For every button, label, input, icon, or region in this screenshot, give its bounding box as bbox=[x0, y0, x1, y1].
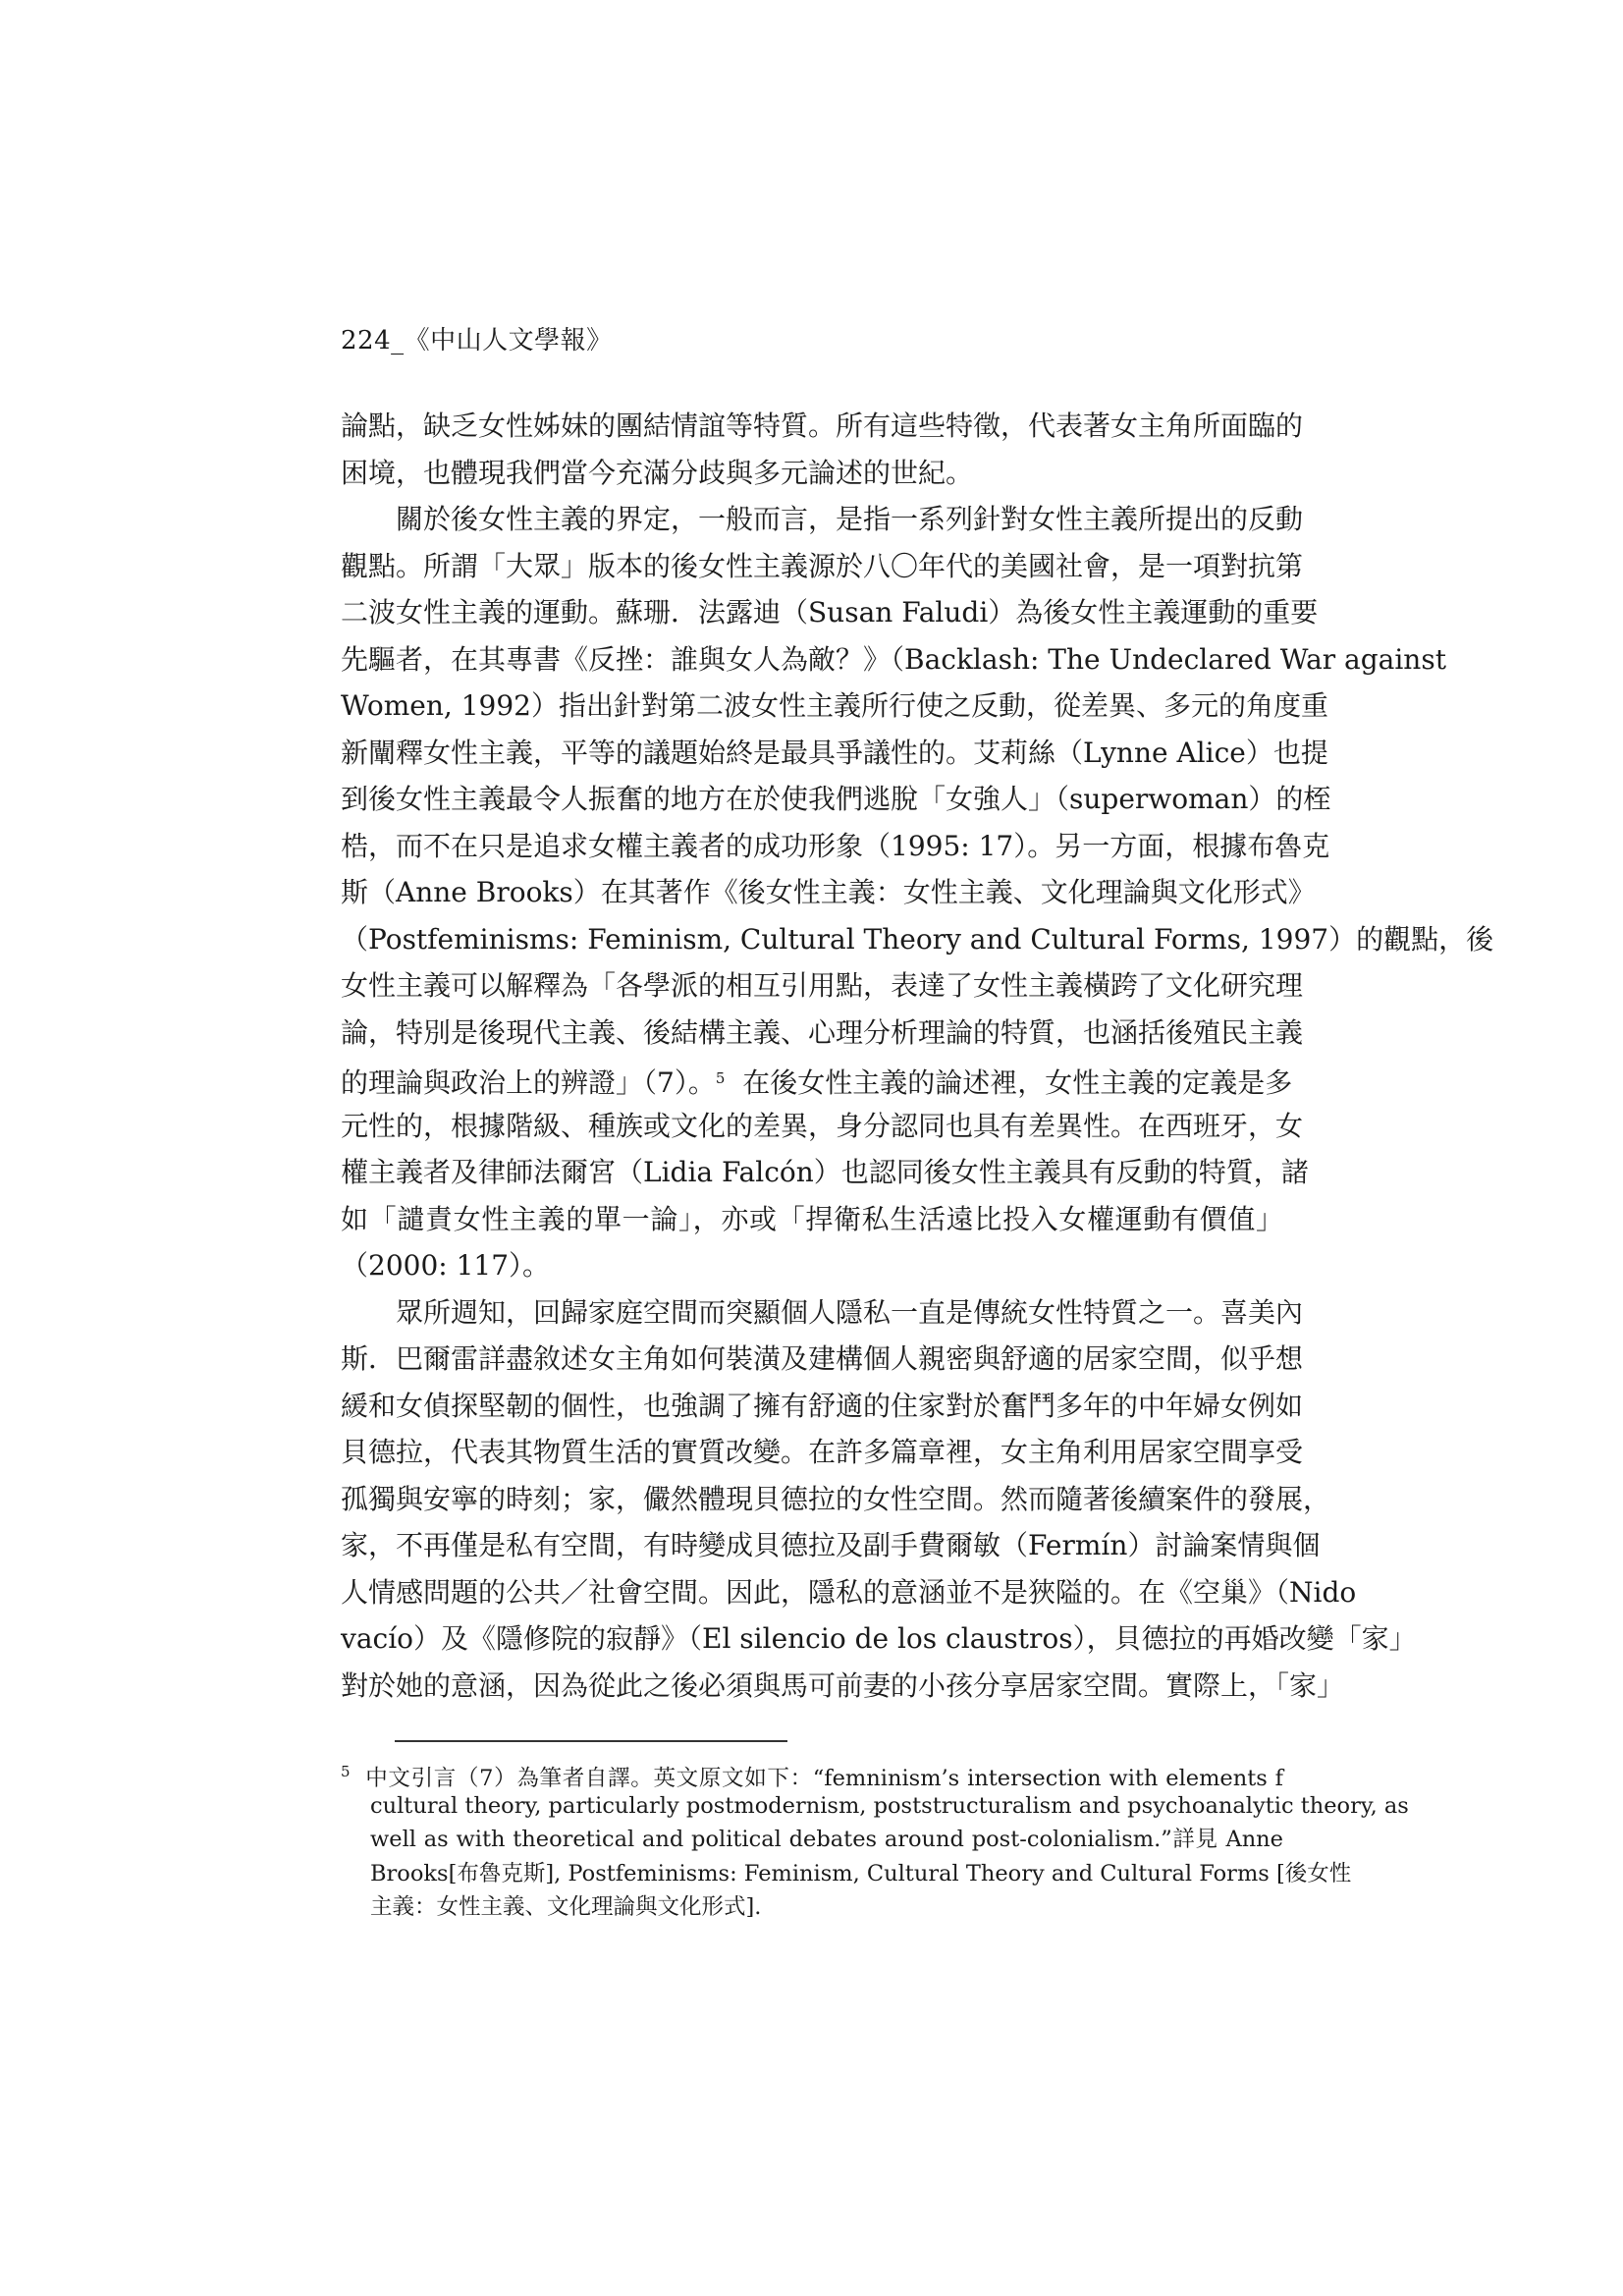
text-line bbox=[341, 1056, 1293, 1103]
text-line: 眾所週知，回歸家庭空間而突顯個人隱私一直是傳統女性特質之一。喜美內 bbox=[396, 1295, 1304, 1329]
text-segment: 的理論與政治上的辨證」（7）。 bbox=[341, 1066, 716, 1099]
text-line: （2000: 117）。 bbox=[341, 1249, 551, 1282]
text-line: vacío）及《隱修院的寂靜》（El silencio de los claustros），貝德拉的再婚改變「家」 bbox=[341, 1622, 1417, 1655]
text-line: 新闡釋女性主義，平等的議題始終是最具爭議性的。艾莉絲（Lynne Alice）也提 bbox=[341, 736, 1328, 769]
footnote-line bbox=[341, 1755, 1283, 1789]
text-segment: 在後女性主義的論述裡，女性主義的定義是多 bbox=[742, 1066, 1293, 1099]
text-line: 女性主義可以解釋為「各學派的相互引用點，表達了女性主義橫跨了文化研究理 bbox=[341, 969, 1304, 1002]
text-line: 貝德拉，代表其物質生活的實質改變。在許多篇章裡，女主角利用居家空間享受 bbox=[341, 1436, 1304, 1468]
text-line: 如「譴責女性主義的單一論」，亦或「捍衛私生活遠比投入女權運動有價值」 bbox=[341, 1202, 1283, 1235]
text-line: 論，特別是後現代主義、後結構主義、心理分析理論的特質，也涵括後殖民主義 bbox=[341, 1015, 1304, 1049]
text-line: 梏，而不在只是追求女權主義者的成功形象（1995: 17）。另一方面，根據布魯克 bbox=[341, 829, 1330, 862]
footnote-text: 中文引言（7）為筆者自譯。英文原文如下：“femninism’s intersection with elements f bbox=[365, 1766, 1283, 1791]
text-line: Women, 1992）指出針對第二波女性主義所行使之反動，從差異、多元的角度重 bbox=[341, 689, 1328, 722]
text-line: 家，不再僅是私有空間，有時變成貝德拉及副手費爾敏（Fermín）討論案情與個 bbox=[341, 1529, 1321, 1561]
text-line: 論點，缺乏女性姊妹的團結情誼等特質。所有這些特徵，代表著女主角所面臨的 bbox=[341, 410, 1304, 442]
text-line: 關於後女性主義的界定，一般而言，是指一系列針對女性主義所提出的反動 bbox=[396, 503, 1304, 535]
text-line: 對於她的意涵，因為從此之後必須與馬可前妻的小孩分享居家空間。實際上，「家」 bbox=[341, 1668, 1345, 1702]
footnote-marker[interactable]: 5 bbox=[715, 1069, 726, 1087]
text-line: 先驅者，在其專書《反挫：誰與女人為敵？》（Backlash: The Undeclared War against bbox=[341, 642, 1446, 676]
text-line: 權主義者及律師法爾宮（Lidia Falcón）也認同後女性主義具有反動的特質，諸 bbox=[341, 1156, 1309, 1188]
footnote-line: well as with theoretical and political debates around post-colonialism.”詳見 Anne bbox=[370, 1827, 1283, 1852]
body-text bbox=[341, 403, 1494, 1709]
footnote-number: 5 bbox=[341, 1763, 351, 1780]
footnote-line: cultural theory, particularly postmodernism, poststructuralism and psychoanalytic theory, as bbox=[370, 1792, 1409, 1819]
footnote bbox=[341, 1755, 1409, 1925]
text-line: 困境，也體現我們當今充滿分歧與多元論述的世紀。 bbox=[341, 456, 974, 489]
text-line: 到後女性主義最令人振奮的地方在於使我們逃脫「女強人」（superwoman）的桎 bbox=[341, 783, 1331, 815]
running-head: 224_《中山人文學報》 bbox=[341, 326, 613, 355]
text-line: 緩和女偵探堅韌的個性，也強調了擁有舒適的住家對於奮鬥多年的中年婦女例如 bbox=[341, 1389, 1304, 1422]
text-line: 元性的，根據階級、種族或文化的差異，身分認同也具有差異性。在西班牙，女 bbox=[341, 1109, 1304, 1142]
footnote-rule bbox=[395, 1740, 787, 1742]
text-line: 斯．巴爾雷詳盡敘述女主角如何裝潢及建構個人親密與舒適的居家空間，似乎想 bbox=[341, 1342, 1304, 1375]
footnote-line: Brooks[布魯克斯], Postfeminisms: Feminism, Cultural Theory and Cultural Forms [後女性 bbox=[370, 1860, 1352, 1886]
text-line: 觀點。所謂「大眾」版本的後女性主義源於八〇年代的美國社會，是一項對抗第 bbox=[341, 549, 1304, 582]
text-line: 斯（Anne Brooks）在其著作《後女性主義：女性主義、文化理論與文化形式》 bbox=[341, 876, 1316, 908]
footnote-line: 主義：女性主義、文化理論與文化形式]. bbox=[370, 1894, 762, 1920]
text-line: （Postfeminisms: Feminism, Cultural Theory and Cultural Forms, 1997）的觀點，後 bbox=[341, 922, 1494, 956]
text-line: 人情感問題的公共／社會空間。因此，隱私的意涵並不是狹隘的。在《空巢》（Nido bbox=[341, 1575, 1357, 1609]
text-line: 孤獨與安寧的時刻；家，儼然體現貝德拉的女性空間。然而隨著後續案件的發展， bbox=[341, 1482, 1331, 1515]
text-line: 二波女性主義的運動。蘇珊．法露迪（Susan Faludi）為後女性主義運動的重要 bbox=[341, 596, 1319, 629]
